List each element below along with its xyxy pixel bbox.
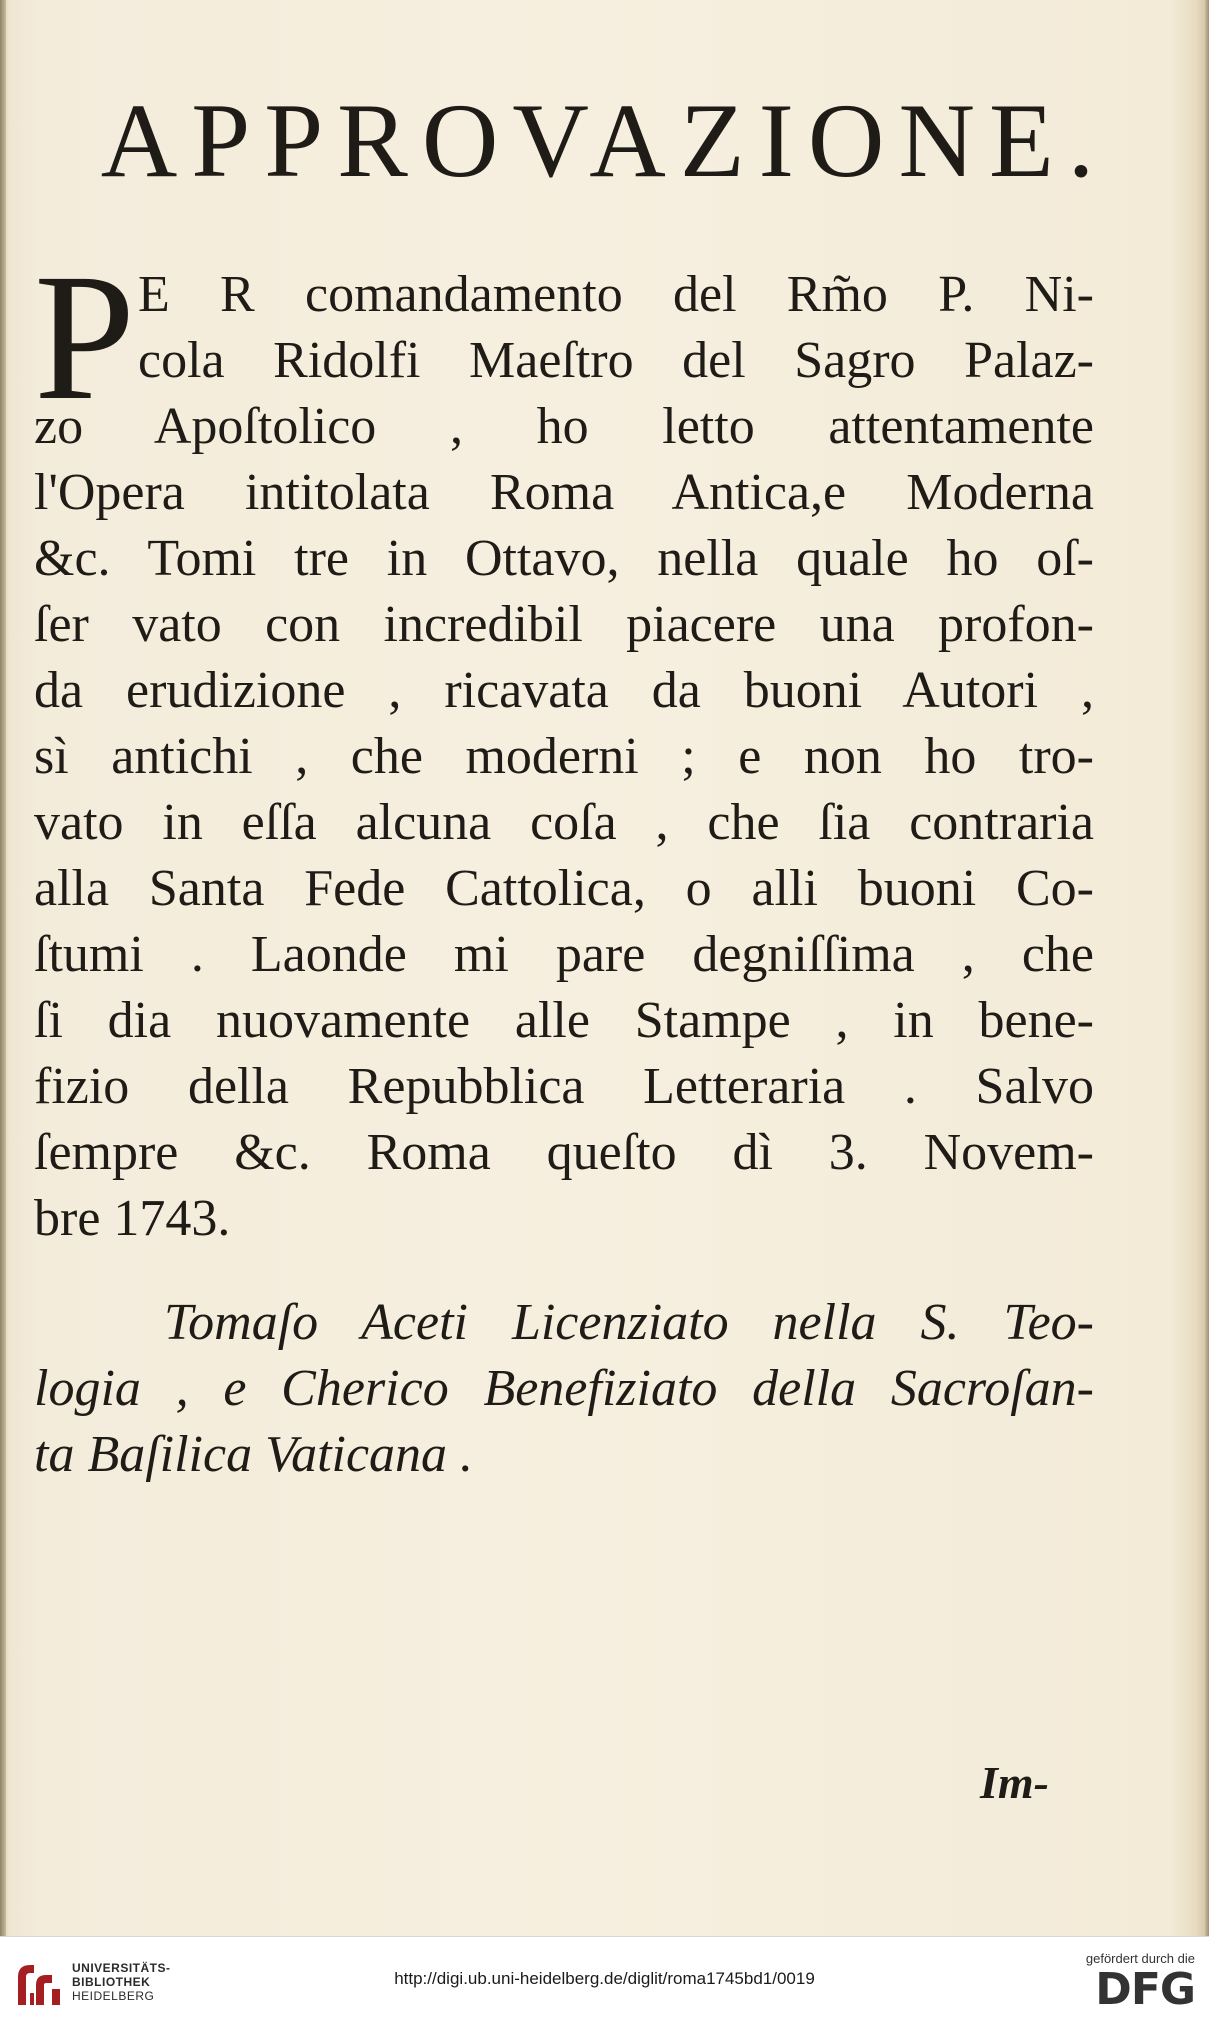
dfg-logo[interactable]: DFG <box>1095 1964 1195 2015</box>
viewer-footer <box>0 1936 1209 2024</box>
catchword: Im- <box>980 1757 1049 1808</box>
text-line: fizio della Repubblica Letteraria . Salvo <box>34 1058 1094 1115</box>
funder-block <box>1055 1951 1195 2015</box>
drop-cap-letter: P <box>34 237 136 438</box>
page-title: APPROVAZIONE. <box>100 82 1109 199</box>
approval-text <box>34 237 1094 1252</box>
funder-label: gefördert durch die <box>1085 1951 1195 1966</box>
library-name-line: UNIVERSITÄTS- <box>72 1961 171 1975</box>
signature-line: Tomaſo Aceti Licenziato nella S. Teo- <box>164 1294 1094 1351</box>
text-line: zo Apoſtolico , ho letto attentamente <box>34 398 1094 455</box>
text-line: E R comandamento del Rm̃o P. Ni- <box>138 266 1094 323</box>
text-line: ſempre &c. Roma queſto dì 3. Novem- <box>34 1124 1094 1181</box>
signature-line: ta Baſilica Vaticana . <box>34 1426 474 1483</box>
text-line: da erudizione , ricavata da buoni Autori , <box>34 662 1094 719</box>
text-line: l'Opera intitolata Roma Antica,e Moderna <box>34 464 1094 521</box>
text-line: alla Santa Fede Cattolica, o alli buoni Co- <box>34 860 1094 917</box>
text-line: vato in eſſa alcuna coſa , che ſia contraria <box>34 794 1094 851</box>
text-line: &c. Tomi tre in Ottavo, nella quale ho oſ- <box>34 530 1094 587</box>
text-line: cola Ridolfi Maeſtro del Sagro Palaz- <box>138 332 1094 389</box>
signature-block <box>34 1290 1094 1488</box>
signature-line: logia , e Cherico Benefiziato della Sacroſan- <box>34 1360 1094 1417</box>
text-line: ſer vato con incredibil piacere una profon- <box>34 596 1094 653</box>
text-line: bre 1743. <box>34 1190 231 1247</box>
text-line: ſtumi . Laonde mi pare degniſſima , che <box>34 926 1094 983</box>
library-name-line: BIBLIOTHEK <box>72 1975 151 1989</box>
text-line: ſi dia nuovamente alle Stampe , in bene- <box>34 992 1094 1049</box>
library-name-line: HEIDELBERG <box>72 1989 155 2003</box>
text-line: sì antichi , che moderni ; e non ho tro- <box>34 728 1094 785</box>
permalink-url[interactable]: http://digi.ub.uni-heidelberg.de/diglit/roma1745bd1/0019 <box>394 1969 815 1988</box>
